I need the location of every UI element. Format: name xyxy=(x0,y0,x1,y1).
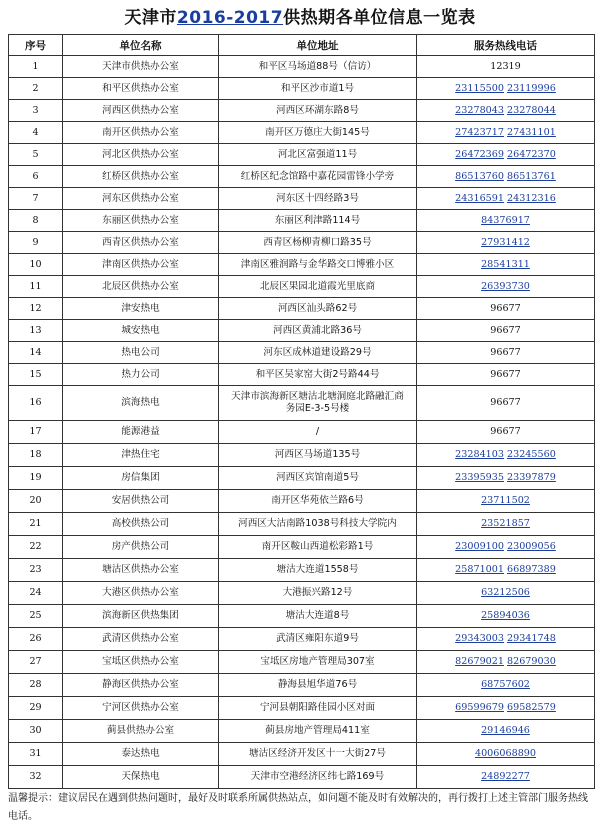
unit-name-cell: 城安热电 xyxy=(63,320,219,342)
hotline-link[interactable]: 86513761 xyxy=(507,170,556,182)
unit-address-cell: 静海县旭华道76号 xyxy=(219,674,417,697)
reminder-note: 温馨提示：建议居民在遇到供热问题时，最好及时联系所属供热站点，如问题不能及时有效解决的，再行拨打上述主管部门服务热线电话。 xyxy=(8,793,588,822)
table-row xyxy=(9,444,595,467)
unit-name-cell: 滨海热电 xyxy=(63,386,219,421)
table-row xyxy=(9,697,595,720)
hotline-number: 96677 xyxy=(490,397,521,408)
unit-name-cell: 能源港益 xyxy=(63,421,219,444)
row-number-cell: 6 xyxy=(9,166,63,188)
unit-address-cell: 河西区汕头路62号 xyxy=(219,298,417,320)
hotline-cell xyxy=(417,144,595,166)
hotline-link[interactable]: 23245560 xyxy=(507,449,556,460)
hotline-cell xyxy=(417,513,595,536)
table-row xyxy=(9,386,595,421)
row-number-cell: 16 xyxy=(9,386,63,421)
unit-address-cell: 河西区黄浦北路36号 xyxy=(219,320,417,342)
unit-address-cell: 河西区马场道135号 xyxy=(219,444,417,467)
unit-name-cell: 南开区供热办公室 xyxy=(63,122,219,144)
title-suffix: 供热期各单位信息一览表 xyxy=(283,8,476,28)
unit-address-cell: 河东区成林道建设路29号 xyxy=(219,342,417,364)
unit-address-cell: 河西区环湖东路8号 xyxy=(219,100,417,122)
row-number-cell: 32 xyxy=(9,766,63,789)
unit-name-cell: 宝坻区供热办公室 xyxy=(63,651,219,674)
hotline-cell xyxy=(417,490,595,513)
row-number-cell: 13 xyxy=(9,320,63,342)
unit-name-cell: 津热住宅 xyxy=(63,444,219,467)
row-number-cell: 21 xyxy=(9,513,63,536)
hotline-cell xyxy=(417,697,595,720)
hotline-link[interactable]: 27931412 xyxy=(481,236,530,248)
unit-address-cell: 宁河县朝阳路佳园小区对面 xyxy=(219,697,417,720)
row-number-cell: 20 xyxy=(9,490,63,513)
hotline-cell xyxy=(417,743,595,766)
unit-address-cell: 河东区十四经路3号 xyxy=(219,188,417,210)
row-number-cell: 3 xyxy=(9,100,63,122)
hotline-cell xyxy=(417,720,595,743)
hotline-cell xyxy=(417,674,595,697)
hotline-link[interactable]: 23397879 xyxy=(507,472,556,483)
unit-address-cell: 红桥区纪念馆路中嘉花园雷锋小学旁 xyxy=(219,166,417,188)
table-row xyxy=(9,210,595,232)
table-row xyxy=(9,232,595,254)
table-row xyxy=(9,605,595,628)
table-row xyxy=(9,421,595,444)
hotline-cell xyxy=(417,364,595,386)
hotline-cell xyxy=(417,298,595,320)
page-title xyxy=(0,6,600,30)
row-number-cell: 14 xyxy=(9,342,63,364)
hotline-link[interactable]: 23009100 xyxy=(455,541,504,552)
hotline-cell xyxy=(417,582,595,605)
hotline-number: 96677 xyxy=(490,426,521,437)
column-header-name: 单位名称 xyxy=(63,35,219,56)
table-row xyxy=(9,100,595,122)
hotline-number: 12319 xyxy=(490,60,521,72)
hotline-link[interactable]: 24316591 xyxy=(455,192,504,204)
table-row xyxy=(9,320,595,342)
row-number-cell: 31 xyxy=(9,743,63,766)
table-row xyxy=(9,674,595,697)
table-row xyxy=(9,628,595,651)
row-number-cell: 24 xyxy=(9,582,63,605)
hotline-link[interactable]: 82679021 xyxy=(455,656,504,667)
unit-address-cell: 和平区沙市道1号 xyxy=(219,78,417,100)
hotline-link[interactable]: 23395935 xyxy=(455,472,504,483)
unit-address-cell: 宝坻区房地产管理局307室 xyxy=(219,651,417,674)
row-number-cell: 5 xyxy=(9,144,63,166)
hotline-link[interactable]: 23521857 xyxy=(481,518,530,529)
unit-name-cell: 房信集团 xyxy=(63,467,219,490)
hotline-link[interactable]: 84376917 xyxy=(481,214,530,226)
hotline-number: 96677 xyxy=(490,324,521,336)
unit-name-cell: 东丽区供热办公室 xyxy=(63,210,219,232)
unit-address-cell: 河西区宾馆南道5号 xyxy=(219,467,417,490)
unit-name-cell: 河东区供热办公室 xyxy=(63,188,219,210)
table-row xyxy=(9,78,595,100)
table-body xyxy=(9,56,595,789)
unit-address-cell: 西青区杨柳青柳口路35号 xyxy=(219,232,417,254)
row-number-cell: 29 xyxy=(9,697,63,720)
row-number-cell: 27 xyxy=(9,651,63,674)
row-number-cell: 12 xyxy=(9,298,63,320)
unit-name-cell: 北辰区供热办公室 xyxy=(63,276,219,298)
table-row xyxy=(9,490,595,513)
row-number-cell: 4 xyxy=(9,122,63,144)
unit-name-cell: 红桥区供热办公室 xyxy=(63,166,219,188)
hotline-cell xyxy=(417,100,595,122)
unit-address-cell: 塘沽大连道8号 xyxy=(219,605,417,628)
row-number-cell: 18 xyxy=(9,444,63,467)
hotline-link[interactable]: 66897389 xyxy=(507,564,556,575)
row-number-cell: 22 xyxy=(9,536,63,559)
table-row xyxy=(9,513,595,536)
hotline-link[interactable]: 63212506 xyxy=(481,587,530,598)
hotline-number: 96677 xyxy=(490,346,521,358)
unit-address-cell: 河北区富强道11号 xyxy=(219,144,417,166)
hotline-link[interactable]: 29146946 xyxy=(481,725,530,736)
table-row xyxy=(9,342,595,364)
unit-name-cell: 房产供热公司 xyxy=(63,536,219,559)
hotline-cell xyxy=(417,232,595,254)
table-row xyxy=(9,582,595,605)
hotline-link[interactable]: 29343003 xyxy=(455,633,504,644)
unit-address-cell: 津南区雅润路与金华路交口博雅小区 xyxy=(219,254,417,276)
unit-address-cell: 塘沽区经济开发区十一大街27号 xyxy=(219,743,417,766)
hotline-link[interactable]: 23711502 xyxy=(481,495,530,506)
hotline-link[interactable]: 69582579 xyxy=(507,702,556,713)
unit-address-cell: 天津市滨海新区塘沽北塘洞庭北路融汇商务园E-3-5号楼 xyxy=(219,386,417,421)
row-number-cell: 7 xyxy=(9,188,63,210)
hotline-cell xyxy=(417,188,595,210)
unit-name-cell: 西青区供热办公室 xyxy=(63,232,219,254)
unit-address-cell: 东丽区利津路114号 xyxy=(219,210,417,232)
row-number-cell: 19 xyxy=(9,467,63,490)
hotline-link[interactable]: 25894036 xyxy=(481,610,530,621)
column-header-address: 单位地址 xyxy=(219,35,417,56)
unit-name-cell: 泰达热电 xyxy=(63,743,219,766)
table-row xyxy=(9,720,595,743)
hotline-cell xyxy=(417,536,595,559)
table-row xyxy=(9,651,595,674)
table-row xyxy=(9,536,595,559)
unit-address-cell: 河西区大沽南路1038号科技大学院内 xyxy=(219,513,417,536)
hotline-cell xyxy=(417,320,595,342)
title-prefix: 天津市 xyxy=(124,8,177,28)
hotline-link[interactable]: 29341748 xyxy=(507,633,556,644)
hotline-cell xyxy=(417,210,595,232)
unit-name-cell: 滨海新区供热集团 xyxy=(63,605,219,628)
unit-address-cell: / xyxy=(219,421,417,444)
unit-address-cell: 和平区马场道88号（信访） xyxy=(219,56,417,78)
table-row xyxy=(9,298,595,320)
hotline-cell xyxy=(417,651,595,674)
hotline-cell xyxy=(417,56,595,78)
hotline-link[interactable]: 82679030 xyxy=(507,656,556,667)
table-row xyxy=(9,276,595,298)
row-number-cell: 11 xyxy=(9,276,63,298)
column-header-no: 序号 xyxy=(9,35,63,56)
hotline-link[interactable]: 25871001 xyxy=(455,564,504,575)
column-header-phone: 服务热线电话 xyxy=(417,35,595,56)
hotline-link[interactable]: 23115500 xyxy=(455,82,504,94)
unit-address-cell: 塘沽大连道1558号 xyxy=(219,559,417,582)
hotline-cell xyxy=(417,342,595,364)
table-row xyxy=(9,364,595,386)
hotline-link[interactable]: 26472370 xyxy=(507,148,556,160)
unit-address-cell: 北辰区果园北道霞光里底商 xyxy=(219,276,417,298)
row-number-cell: 25 xyxy=(9,605,63,628)
row-number-cell: 17 xyxy=(9,421,63,444)
unit-name-cell: 武清区供热办公室 xyxy=(63,628,219,651)
unit-name-cell: 热电公司 xyxy=(63,342,219,364)
table-row xyxy=(9,122,595,144)
unit-address-cell: 南开区华苑依兰路6号 xyxy=(219,490,417,513)
hotline-cell xyxy=(417,467,595,490)
unit-name-cell: 蓟县供热办公室 xyxy=(63,720,219,743)
heating-units-table xyxy=(8,34,595,789)
hotline-link[interactable]: 23278043 xyxy=(455,104,504,116)
unit-address-cell: 大港振兴路12号 xyxy=(219,582,417,605)
table-row xyxy=(9,188,595,210)
hotline-link[interactable]: 86513760 xyxy=(455,170,504,182)
row-number-cell: 26 xyxy=(9,628,63,651)
row-number-cell: 10 xyxy=(9,254,63,276)
unit-name-cell: 天保热电 xyxy=(63,766,219,789)
hotline-cell xyxy=(417,276,595,298)
table-row xyxy=(9,254,595,276)
hotline-cell xyxy=(417,254,595,276)
unit-name-cell: 河西区供热办公室 xyxy=(63,100,219,122)
table-header-row xyxy=(9,35,595,56)
table-row xyxy=(9,766,595,789)
unit-address-cell: 南开区鞍山西道松彩路1号 xyxy=(219,536,417,559)
hotline-link[interactable]: 24312316 xyxy=(507,192,556,204)
unit-name-cell: 津安热电 xyxy=(63,298,219,320)
hotline-link[interactable]: 23278044 xyxy=(507,104,556,116)
hotline-link[interactable]: 69599679 xyxy=(455,702,504,713)
hotline-link[interactable]: 23284103 xyxy=(455,449,504,460)
table-row xyxy=(9,743,595,766)
row-number-cell: 2 xyxy=(9,78,63,100)
hotline-cell xyxy=(417,766,595,789)
hotline-cell xyxy=(417,122,595,144)
hotline-link[interactable]: 23009056 xyxy=(507,541,556,552)
hotline-link[interactable]: 68757602 xyxy=(481,679,530,690)
row-number-cell: 1 xyxy=(9,56,63,78)
hotline-link[interactable]: 4006068890 xyxy=(474,748,537,759)
hotline-number: 96677 xyxy=(490,302,521,314)
unit-address-cell: 武清区雍阳东道9号 xyxy=(219,628,417,651)
unit-name-cell: 和平区供热办公室 xyxy=(63,78,219,100)
unit-name-cell: 塘沽区供热办公室 xyxy=(63,559,219,582)
unit-name-cell: 天津市供热办公室 xyxy=(63,56,219,78)
hotline-cell xyxy=(417,386,595,421)
hotline-link[interactable]: 24892277 xyxy=(481,771,530,782)
unit-name-cell: 热力公司 xyxy=(63,364,219,386)
table-row xyxy=(9,467,595,490)
hotline-link[interactable]: 28541311 xyxy=(481,258,530,270)
unit-address-cell: 蓟县房地产管理局411室 xyxy=(219,720,417,743)
row-number-cell: 28 xyxy=(9,674,63,697)
hotline-link[interactable]: 27423717 xyxy=(455,126,504,138)
hotline-link[interactable]: 26393730 xyxy=(481,280,530,292)
hotline-number: 96677 xyxy=(490,368,521,380)
unit-name-cell: 大港区供热办公室 xyxy=(63,582,219,605)
hotline-cell xyxy=(417,166,595,188)
unit-name-cell: 静海区供热办公室 xyxy=(63,674,219,697)
hotline-cell xyxy=(417,421,595,444)
row-number-cell: 8 xyxy=(9,210,63,232)
table-row xyxy=(9,144,595,166)
hotline-link[interactable]: 26472369 xyxy=(455,148,504,160)
row-number-cell: 30 xyxy=(9,720,63,743)
unit-address-cell: 南开区万德庄大街145号 xyxy=(219,122,417,144)
table-row xyxy=(9,56,595,78)
unit-name-cell: 河北区供热办公室 xyxy=(63,144,219,166)
hotline-cell xyxy=(417,605,595,628)
unit-name-cell: 高校供热公司 xyxy=(63,513,219,536)
table-row xyxy=(9,559,595,582)
row-number-cell: 9 xyxy=(9,232,63,254)
unit-name-cell: 津南区供热办公室 xyxy=(63,254,219,276)
hotline-link[interactable]: 23119996 xyxy=(507,82,556,94)
title-year-range: 2016-2017 xyxy=(176,8,284,28)
hotline-cell xyxy=(417,78,595,100)
hotline-cell xyxy=(417,559,595,582)
row-number-cell: 15 xyxy=(9,364,63,386)
unit-name-cell: 宁河区供热办公室 xyxy=(63,697,219,720)
table-row xyxy=(9,166,595,188)
unit-address-cell: 天津市空港经济区纬七路169号 xyxy=(219,766,417,789)
hotline-link[interactable]: 27431101 xyxy=(507,126,556,138)
hotline-cell xyxy=(417,444,595,467)
unit-address-cell: 和平区吴家窑大街2号路44号 xyxy=(219,364,417,386)
hotline-cell xyxy=(417,628,595,651)
unit-name-cell: 安居供热公司 xyxy=(63,490,219,513)
row-number-cell: 23 xyxy=(9,559,63,582)
